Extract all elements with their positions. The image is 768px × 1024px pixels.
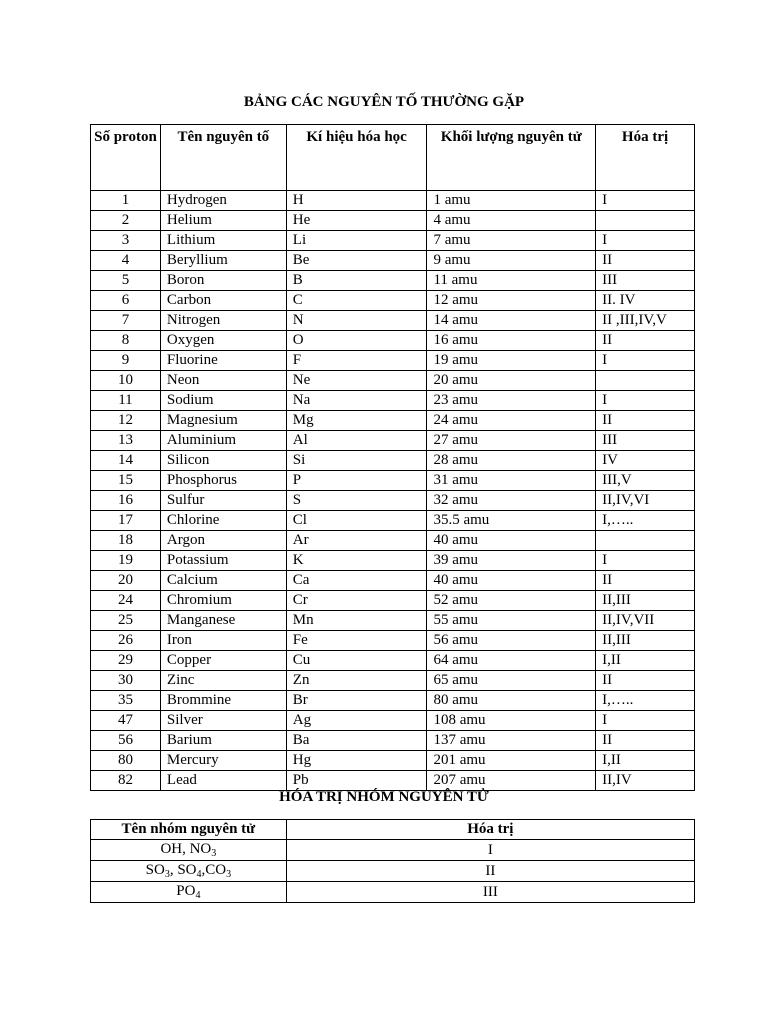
table-row <box>91 291 695 311</box>
mass-cell: 11 amu <box>427 271 596 291</box>
table-row <box>91 451 695 471</box>
name-cell: Copper <box>160 651 286 671</box>
name-cell: Fluorine <box>160 351 286 371</box>
valence-cell: I,II <box>596 651 695 671</box>
symbol-cell: O <box>286 331 427 351</box>
table-row <box>91 511 695 531</box>
valence-cell: II <box>596 731 695 751</box>
valence-cell: III,V <box>596 471 695 491</box>
table-row <box>91 691 695 711</box>
table-row <box>91 371 695 391</box>
table-row <box>91 631 695 651</box>
symbol-cell: Mn <box>286 611 427 631</box>
name-cell: Barium <box>160 731 286 751</box>
name-cell: Calcium <box>160 571 286 591</box>
proton-cell: 35 <box>91 691 161 711</box>
mass-cell: 137 amu <box>427 731 596 751</box>
mass-cell: 7 amu <box>427 231 596 251</box>
table-row <box>91 411 695 431</box>
group-valence-cell: II <box>286 861 694 882</box>
valence-cell: II ,III,IV,V <box>596 311 695 331</box>
proton-cell: 16 <box>91 491 161 511</box>
valence-cell: II,IV,VI <box>596 491 695 511</box>
name-cell: Carbon <box>160 291 286 311</box>
symbol-cell: Be <box>286 251 427 271</box>
table-row <box>91 391 695 411</box>
header-symbol: Kí hiệu hóa học <box>286 125 427 191</box>
symbol-cell: He <box>286 211 427 231</box>
mass-cell: 12 amu <box>427 291 596 311</box>
valence-cell: I <box>596 191 695 211</box>
table-row <box>91 711 695 731</box>
proton-cell: 3 <box>91 231 161 251</box>
table-row <box>91 211 695 231</box>
symbol-cell: N <box>286 311 427 331</box>
symbol-cell: Ag <box>286 711 427 731</box>
proton-cell: 6 <box>91 291 161 311</box>
groups-header-row <box>91 820 695 840</box>
proton-cell: 20 <box>91 571 161 591</box>
subscript: 4 <box>195 890 201 901</box>
symbol-cell: P <box>286 471 427 491</box>
symbol-cell: Ar <box>286 531 427 551</box>
proton-cell: 9 <box>91 351 161 371</box>
groups-table-body <box>91 840 695 903</box>
table-row <box>91 471 695 491</box>
group-valence-cell: I <box>286 840 694 861</box>
proton-cell: 2 <box>91 211 161 231</box>
name-cell: Silver <box>160 711 286 731</box>
valence-cell: II <box>596 331 695 351</box>
valence-cell <box>596 211 695 231</box>
valence-cell: II <box>596 571 695 591</box>
proton-cell: 80 <box>91 751 161 771</box>
valence-cell: II <box>596 411 695 431</box>
valence-cell: II,III <box>596 631 695 651</box>
symbol-cell: K <box>286 551 427 571</box>
table-row <box>91 751 695 771</box>
symbol-cell: Fe <box>286 631 427 651</box>
group-name-cell <box>91 840 287 861</box>
group-valence-cell: III <box>286 882 694 903</box>
proton-cell: 4 <box>91 251 161 271</box>
proton-cell: 30 <box>91 671 161 691</box>
proton-cell: 7 <box>91 311 161 331</box>
group-name-cell <box>91 882 287 903</box>
valence-cell <box>596 531 695 551</box>
mass-cell: 27 amu <box>427 431 596 451</box>
symbol-cell: Cr <box>286 591 427 611</box>
subscript: 3 <box>164 869 170 880</box>
mass-cell: 1 amu <box>427 191 596 211</box>
table-row <box>91 311 695 331</box>
name-cell: Lithium <box>160 231 286 251</box>
page-title: BẢNG CÁC NGUYÊN TỐ THƯỜNG GẶP <box>243 94 525 110</box>
mass-cell: 20 amu <box>427 371 596 391</box>
name-cell: Helium <box>160 211 286 231</box>
symbol-cell: C <box>286 291 427 311</box>
header-proton: Số proton <box>91 125 161 191</box>
valence-cell: II <box>596 251 695 271</box>
name-cell: Sodium <box>160 391 286 411</box>
header-element-name: Tên nguyên tố <box>160 125 286 191</box>
valence-cell: I,….. <box>596 691 695 711</box>
table-row <box>91 591 695 611</box>
mass-cell: 39 amu <box>427 551 596 571</box>
name-cell: Nitrogen <box>160 311 286 331</box>
mass-cell: 23 amu <box>427 391 596 411</box>
mass-cell: 64 amu <box>427 651 596 671</box>
formula-text: SO <box>145 862 165 878</box>
header-group-name: Tên nhóm nguyên tử <box>91 820 287 840</box>
proton-cell: 56 <box>91 731 161 751</box>
proton-cell: 5 <box>91 271 161 291</box>
valence-cell: I <box>596 551 695 571</box>
proton-cell: 14 <box>91 451 161 471</box>
mass-cell: 9 amu <box>427 251 596 271</box>
mass-cell: 32 amu <box>427 491 596 511</box>
table-row <box>91 861 695 882</box>
proton-cell: 19 <box>91 551 161 571</box>
group-title: HÓA TRỊ NHÓM NGUYÊN TỬ <box>279 789 489 805</box>
symbol-cell: Ba <box>286 731 427 751</box>
mass-cell: 55 amu <box>427 611 596 631</box>
elements-table-body <box>91 191 695 791</box>
mass-cell: 19 amu <box>427 351 596 371</box>
groups-table <box>90 819 695 903</box>
proton-cell: 8 <box>91 331 161 351</box>
table-row <box>91 840 695 861</box>
header-atomic-mass: Khối lượng nguyên tử <box>427 125 596 191</box>
mass-cell: 52 amu <box>427 591 596 611</box>
proton-cell: 1 <box>91 191 161 211</box>
valence-cell: II <box>596 671 695 691</box>
name-cell: Zinc <box>160 671 286 691</box>
proton-cell: 25 <box>91 611 161 631</box>
symbol-cell: Br <box>286 691 427 711</box>
formula-text: PO <box>176 883 196 899</box>
proton-cell: 24 <box>91 591 161 611</box>
valence-cell: I <box>596 231 695 251</box>
valence-cell: I,II <box>596 751 695 771</box>
symbol-cell: Cu <box>286 651 427 671</box>
valence-cell: I <box>596 351 695 371</box>
name-cell: Magnesium <box>160 411 286 431</box>
proton-cell: 10 <box>91 371 161 391</box>
valence-cell: II,III <box>596 591 695 611</box>
proton-cell: 29 <box>91 651 161 671</box>
valence-cell: I,….. <box>596 511 695 531</box>
mass-cell: 40 amu <box>427 531 596 551</box>
mass-cell: 65 amu <box>427 671 596 691</box>
header-group-valence: Hóa trị <box>286 820 694 840</box>
symbol-cell: H <box>286 191 427 211</box>
table-row <box>91 771 695 791</box>
table-row <box>91 191 695 211</box>
table-row <box>91 231 695 251</box>
symbol-cell: Si <box>286 451 427 471</box>
symbol-cell: Cl <box>286 511 427 531</box>
mass-cell: 201 amu <box>427 751 596 771</box>
name-cell: Iron <box>160 631 286 651</box>
mass-cell: 31 amu <box>427 471 596 491</box>
mass-cell: 56 amu <box>427 631 596 651</box>
proton-cell: 26 <box>91 631 161 651</box>
table-row <box>91 531 695 551</box>
mass-cell: 207 amu <box>427 771 596 791</box>
valence-cell: I <box>596 711 695 731</box>
name-cell: Aluminium <box>160 431 286 451</box>
name-cell: Argon <box>160 531 286 551</box>
symbol-cell: Zn <box>286 671 427 691</box>
symbol-cell: B <box>286 271 427 291</box>
name-cell: Lead <box>160 771 286 791</box>
mass-cell: 40 amu <box>427 571 596 591</box>
table-row <box>91 251 695 271</box>
proton-cell: 11 <box>91 391 161 411</box>
name-cell: Brommine <box>160 691 286 711</box>
valence-cell: IV <box>596 451 695 471</box>
table-row <box>91 431 695 451</box>
symbol-cell: F <box>286 351 427 371</box>
name-cell: Oxygen <box>160 331 286 351</box>
valence-cell: III <box>596 271 695 291</box>
valence-cell: II,IV,VII <box>596 611 695 631</box>
table-row <box>91 731 695 751</box>
symbol-cell: Ca <box>286 571 427 591</box>
proton-cell: 47 <box>91 711 161 731</box>
subscript: 3 <box>226 869 232 880</box>
mass-cell: 24 amu <box>427 411 596 431</box>
elements-table <box>90 124 695 791</box>
valence-cell: II,IV <box>596 771 695 791</box>
table-row <box>91 551 695 571</box>
name-cell: Manganese <box>160 611 286 631</box>
formula-text: ,CO <box>201 862 227 878</box>
proton-cell: 15 <box>91 471 161 491</box>
name-cell: Boron <box>160 271 286 291</box>
header-valence: Hóa trị <box>596 125 695 191</box>
proton-cell: 13 <box>91 431 161 451</box>
table-row <box>91 271 695 291</box>
proton-cell: 82 <box>91 771 161 791</box>
subscript: 4 <box>196 869 202 880</box>
symbol-cell: Hg <box>286 751 427 771</box>
mass-cell: 80 amu <box>427 691 596 711</box>
table-row <box>91 351 695 371</box>
valence-cell: I <box>596 391 695 411</box>
table-row <box>91 611 695 631</box>
table-row <box>91 651 695 671</box>
proton-cell: 12 <box>91 411 161 431</box>
symbol-cell: Li <box>286 231 427 251</box>
table-row <box>91 491 695 511</box>
symbol-cell: Mg <box>286 411 427 431</box>
name-cell: Beryllium <box>160 251 286 271</box>
table-row <box>91 331 695 351</box>
subscript: 3 <box>211 848 217 859</box>
name-cell: Neon <box>160 371 286 391</box>
symbol-cell: S <box>286 491 427 511</box>
name-cell: Chromium <box>160 591 286 611</box>
proton-cell: 17 <box>91 511 161 531</box>
table-row <box>91 671 695 691</box>
elements-header-row <box>91 125 695 191</box>
group-name-cell <box>91 861 287 882</box>
name-cell: Mercury <box>160 751 286 771</box>
name-cell: Potassium <box>160 551 286 571</box>
name-cell: Chlorine <box>160 511 286 531</box>
name-cell: Silicon <box>160 451 286 471</box>
mass-cell: 28 amu <box>427 451 596 471</box>
formula-text: OH, NO <box>160 841 212 857</box>
symbol-cell: Ne <box>286 371 427 391</box>
mass-cell: 108 amu <box>427 711 596 731</box>
table-row <box>91 571 695 591</box>
valence-cell: II. IV <box>596 291 695 311</box>
mass-cell: 14 amu <box>427 311 596 331</box>
formula-text: , SO <box>169 862 197 878</box>
proton-cell: 18 <box>91 531 161 551</box>
table-row <box>91 882 695 903</box>
mass-cell: 16 amu <box>427 331 596 351</box>
name-cell: Phosphorus <box>160 471 286 491</box>
valence-cell <box>596 371 695 391</box>
mass-cell: 4 amu <box>427 211 596 231</box>
name-cell: Hydrogen <box>160 191 286 211</box>
symbol-cell: Pb <box>286 771 427 791</box>
mass-cell: 35.5 amu <box>427 511 596 531</box>
symbol-cell: Na <box>286 391 427 411</box>
valence-cell: III <box>596 431 695 451</box>
name-cell: Sulfur <box>160 491 286 511</box>
symbol-cell: Al <box>286 431 427 451</box>
